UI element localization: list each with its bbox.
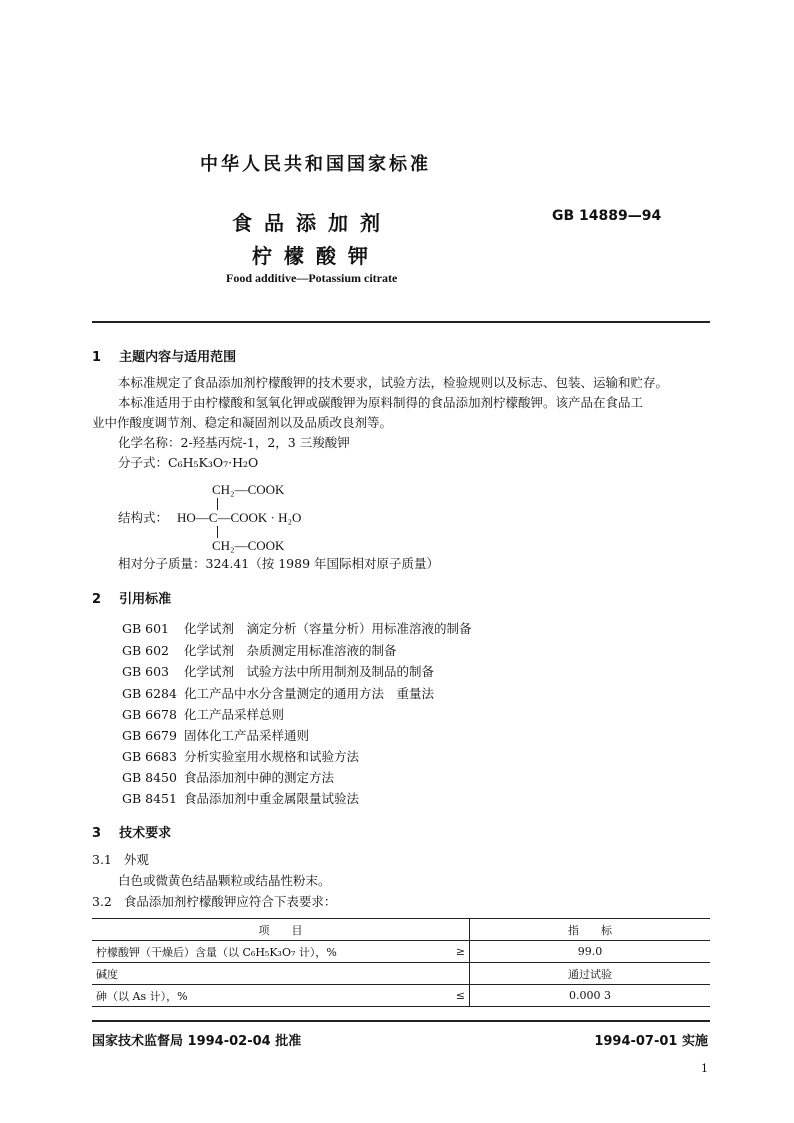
section1-para2a: 本标准适用于由柠檬酸和氢氧化钾或碳酸钾为原料制得的食品添加剂柠檬酸钾。该产品在食品工 — [118, 395, 644, 410]
section1-para1: 本标准规定了食品添加剂柠檬酸钾的技术要求，试验方法，检验规则以及标志、包装、运输和贮存。 — [118, 375, 669, 390]
table-row — [92, 963, 710, 985]
section1-heading — [92, 346, 236, 365]
subsection-3-2 — [92, 892, 336, 912]
reference-item: GB 8450 食品添加剂中砷的测定方法 — [122, 770, 335, 785]
reference-item: GB 6683 分析实验室用水规格和试验方法 — [122, 749, 360, 764]
section1-body — [92, 373, 712, 473]
row-value: 99.0 — [470, 941, 711, 963]
reference-item: GB 8451 食品添加剂中重金属限量试验法 — [122, 791, 360, 806]
reference-item: GB 601 化学试剂 滴定分析（容量分析）用标准溶液的制备 — [122, 621, 472, 636]
document-title-line1: 食品添加剂 — [232, 211, 392, 235]
section1-para2b: 业中作酸度调节剂、稳定和凝固剂以及品质改良剂等。 — [92, 415, 393, 430]
subsection-3-2-number: 3.2 — [92, 894, 112, 909]
spec-table — [92, 918, 710, 1007]
header-divider — [92, 321, 710, 323]
chemical-name: 化学名称：2-羟基丙烷-1，2，3 三羧酸钾 — [118, 435, 350, 450]
struct-bond-down — [217, 526, 218, 538]
page-number: 1 — [701, 1062, 708, 1075]
document-title-line2: 柠檬酸钾 — [252, 244, 380, 268]
row-item: 砷（以 As 计），% — [92, 985, 431, 1007]
table-row — [92, 941, 710, 963]
subsection-3-1 — [92, 850, 149, 870]
national-standard-title: 中华人民共和国国家标准 — [200, 154, 431, 175]
subsection-3-1-title: 外观 — [123, 852, 149, 867]
appearance-text: 白色或微黄色结晶颗粒或结晶性粉末。 — [118, 873, 331, 888]
section1-number: 1 — [92, 350, 102, 365]
row-symbol — [431, 963, 470, 985]
row-value: 通过试验 — [470, 963, 711, 985]
table-row — [92, 985, 710, 1007]
row-item: 碱度 — [92, 963, 431, 985]
column-header-item: 项 目 — [92, 919, 470, 941]
reference-item: GB 6679 固体化工产品采样通则 — [122, 728, 310, 743]
subsection-3-1-number: 3.1 — [92, 852, 112, 867]
struct-label: 结构式： — [118, 510, 169, 525]
section2-number: 2 — [92, 592, 102, 607]
section3-number: 3 — [92, 826, 102, 841]
section3-heading — [92, 822, 171, 841]
struct-bottom: CH₂—COOK — [212, 538, 285, 553]
row-symbol: ≤ — [431, 985, 470, 1007]
struct-bond-up — [217, 498, 218, 510]
reference-item: GB 602 化学试剂 杂质测定用标准溶液的制备 — [122, 643, 397, 658]
standard-number: GB 14889—94 — [552, 208, 662, 224]
section3-title: 技术要求 — [119, 826, 172, 841]
struct-top: CH₂—COOK — [212, 482, 285, 497]
struct-middle: HO—C—COOK · H₂O — [177, 510, 302, 525]
subsection-3-2-text: 食品添加剂柠檬酸钾应符合下表要求： — [123, 894, 337, 909]
row-symbol: ≥ — [431, 941, 470, 963]
section1-title: 主题内容与适用范围 — [119, 350, 237, 365]
reference-item: GB 603 化学试剂 试验方法中所用制剂及制品的制备 — [122, 664, 435, 679]
approval-date: 国家技术监督局 1994-02-04 批准 — [92, 1034, 302, 1049]
table-header-row — [92, 919, 710, 941]
footer-divider — [92, 1020, 710, 1022]
reference-item: GB 6678 化工产品采样总则 — [122, 707, 285, 722]
section2-heading — [92, 588, 171, 607]
effective-date: 1994-07-01 实施 — [594, 1034, 708, 1049]
molecular-mass: 相对分子质量：324.41（按 1989 年国际相对原子质量） — [118, 556, 439, 571]
row-item: 柠檬酸钾（干燥后）含量（以 C₆H₅K₃O₇ 计），% — [92, 941, 431, 963]
section2-title: 引用标准 — [119, 592, 172, 607]
row-value: 0.000 3 — [470, 985, 711, 1007]
column-header-index: 指 标 — [470, 919, 711, 941]
molecular-formula: 分子式：C₆H₅K₃O₇·H₂O — [118, 455, 259, 470]
reference-item: GB 6284 化工产品中水分含量测定的通用方法 重量法 — [122, 686, 435, 701]
english-title: Food additive—Potassium citrate — [226, 271, 398, 285]
